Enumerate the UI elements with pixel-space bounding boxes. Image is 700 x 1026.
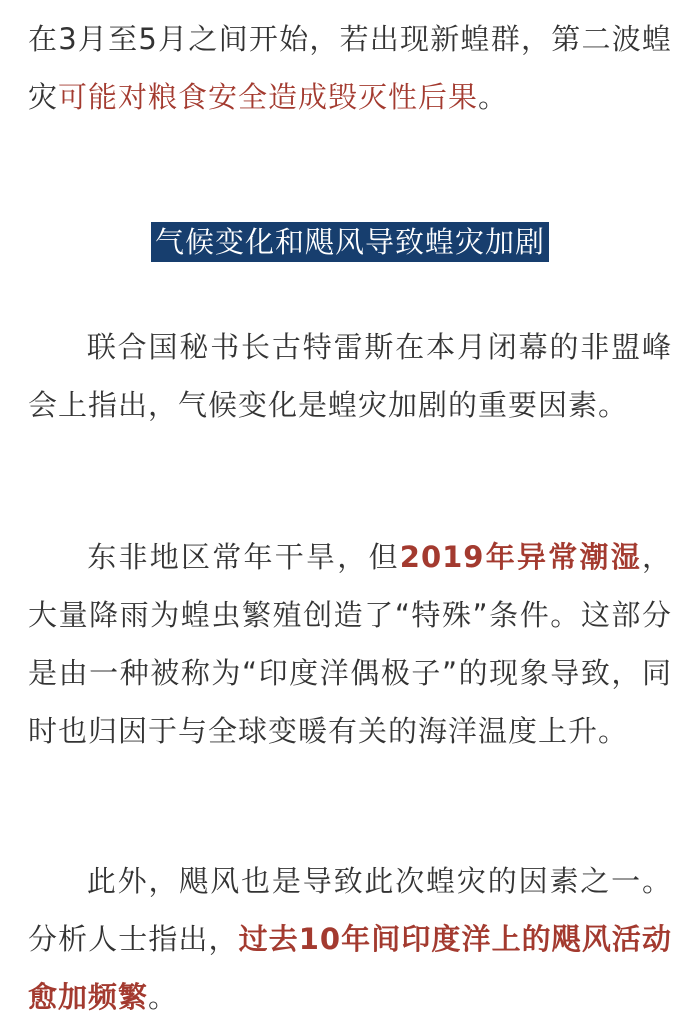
paragraph-cyclones [28, 852, 672, 1026]
paragraph-text: 在3月至5月之间开始，若出现新蝗群，第二波蝗灾 [28, 22, 672, 114]
highlighted-phrase: 2019年异常潮湿 [399, 540, 642, 574]
paragraph-second-wave [28, 10, 672, 126]
paragraph-text: ，大量降雨为蝗虫繁殖创造了“特殊”条件。这部分是由一种被称为“印度洋偶极子”的现象导致，同时也归因于与全球变暖有关的海洋温度上升。 [28, 540, 672, 748]
section-heading-container [0, 222, 700, 262]
paragraph-east-africa [28, 528, 672, 760]
highlighted-phrase: 可能对粮食安全造成毁灭性后果 [58, 80, 479, 114]
paragraph-end: 。 [478, 80, 509, 114]
paragraph-text: 东非地区常年干旱，但 [86, 540, 400, 574]
paragraph-text: 联合国秘书长古特雷斯在本月闭幕的非盟峰会上指出，气候变化是蝗灾加剧的重要因素。 [28, 330, 672, 422]
section-heading: 气候变化和飓风导致蝗灾加剧 [151, 222, 549, 262]
paragraph-text: 此外，飓风也是导致此次蝗灾的因素之一。分析人士指出， [28, 864, 672, 956]
paragraph-guterres [28, 318, 672, 434]
paragraph-end: 。 [148, 980, 179, 1014]
highlighted-phrase: 过去10年间印度洋上的飓风活动愈加频繁 [28, 922, 672, 1014]
